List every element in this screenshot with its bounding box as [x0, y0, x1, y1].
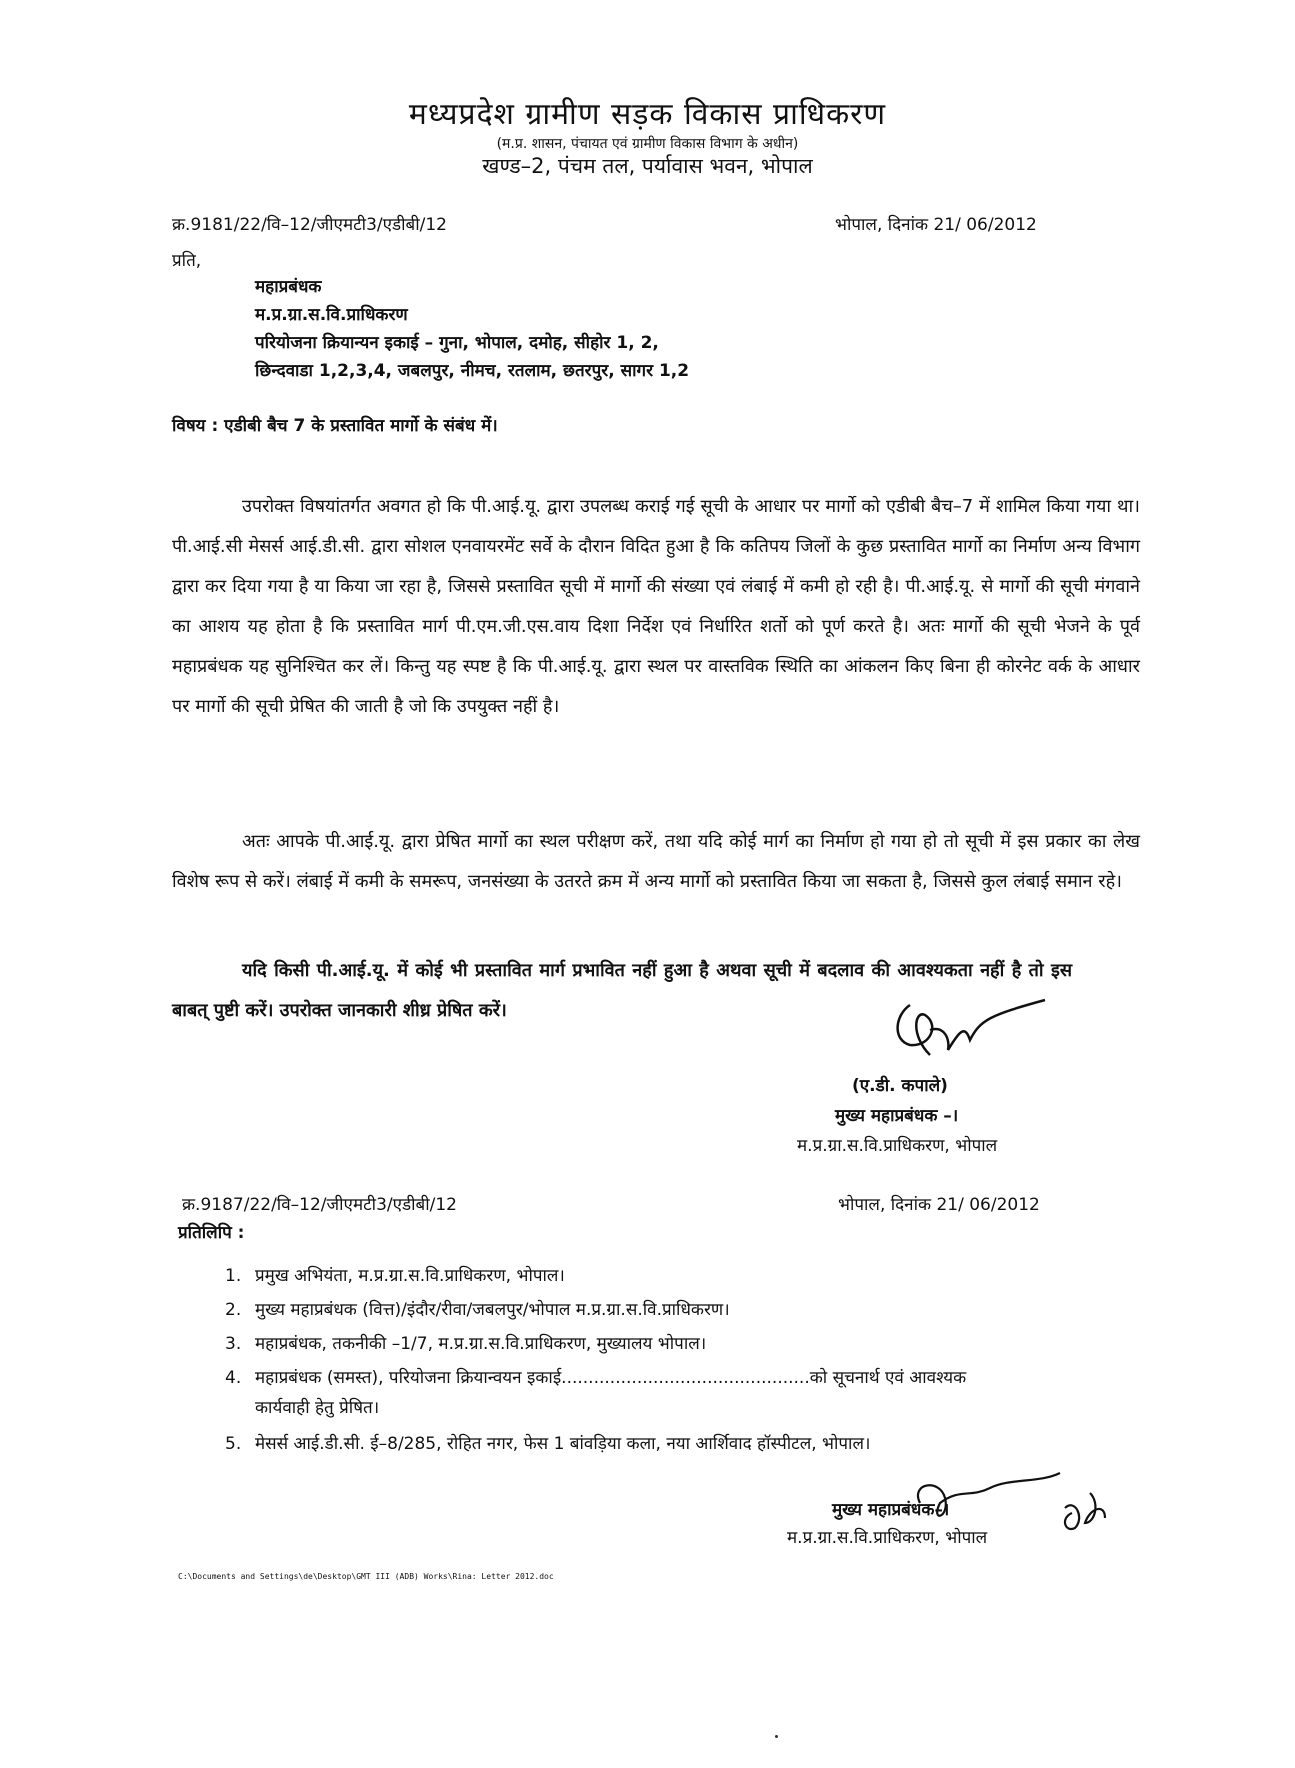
letter1-date: भोपाल, दिनांक 21/ 06/2012: [835, 215, 1037, 235]
file-path-footer: C:\Documents and Settings\de\Desktop\GMT III (ADB) Works\Rina: Letter 2012.doc: [178, 1572, 554, 1581]
cc-item: 1. प्रमुख अभियंता, म.प्र.ग्रा.स.वि.प्राधिकरण, भोपाल।: [225, 1266, 565, 1286]
cc-item: 5. मेसर्स आई.डी.सी. ई–8/285, रोहित नगर, फेस 1 बांवड़िया कला, नया आर्शिवाद हॉस्पीटल, भोपाल।: [225, 1434, 871, 1454]
handwritten-signature: [870, 985, 1050, 1075]
addressee-line: महाप्रबंधक: [255, 277, 322, 297]
subject-line: विषय : एडीबी बैच 7 के प्रस्तावित मार्गो के संबंध में।: [172, 416, 498, 436]
signatory-organization: म.प्र.ग्रा.स.वि.प्राधिकरण, भोपाल: [797, 1136, 998, 1156]
cc-item-continuation: कार्यवाही हेतु प्रेषित।: [255, 1398, 380, 1418]
signatory-name: (ए.डी. कपाले): [852, 1076, 948, 1096]
cc-list: [225, 1262, 966, 1464]
letter2-date: भोपाल, दिनांक 21/ 06/2012: [838, 1195, 1040, 1215]
addressee-line: छिन्दवाडा 1,2,3,4, जबलपुर, नीमच, रतलाम, छतरपुर, सागर 1,2: [255, 361, 690, 381]
letter2-reference-number: क्र.9187/22/वि–12/जीएमटी3/एडीबी/12: [182, 1195, 457, 1215]
body-paragraph-3: यदि किसी पी.आई.यू. में कोई भी प्रस्तावित मार्ग प्रभावित नहीं हुआ है अथवा सूची में बदलाव की आवश्यकता नहीं है तो इस बाबत् पुष्टी करें। उपरोक्त जानकारी शीध्र प्रेषित करें।: [172, 960, 1072, 1021]
org-name: मध्यप्रदेश ग्रामीण सड़क विकास प्राधिकरण: [408, 97, 887, 132]
signatory-title: मुख्य महाप्रबंधक –।: [835, 1106, 959, 1126]
copy-to-label: प्रतिलिपि :: [178, 1223, 245, 1243]
copy-signatory-organization: म.प्र.ग्रा.स.वि.प्राधिकरण, भोपाल: [787, 1528, 988, 1548]
org-subtitle: (म.प्र. शासन, पंचायत एवं ग्रामीण विकास विभाग के अधीन): [496, 136, 799, 152]
addressee-block: [255, 273, 689, 385]
body-paragraph-1: उपरोक्त विषयांतर्गत अवगत हो कि पी.आई.यू. द्वारा उपलब्ध कराई गई सूची के आधार पर मार्गो को एडीबी बैच–7 में शामिल किया गया था। पी.आई.सी मेसर्स आई.डी.सी. द्वारा सोशल एनवायरमेंट सर्वे के दौरान विदित हुआ है कि कतिपय जिलों के कुछ प्रस्तावित मार्गो का निर्माण अन्य विभाग द्वारा कर दिया गया है या किया जा रहा है, जिससे प्रस्तावित सूची में मार्गो की संख्या एवं लंबाई में कमी हो रही है। पी.आई.यू. से मार्गो की सूची मंगवाने का आशय यह होता है कि प्रस्तावित मार्ग पी.एम.जी.एस.वाय दिशा निर्देश एवं निर्धारित शर्तो को पूर्ण करते है। अतः मार्गो की सूची भेजने के पूर्व महाप्रबंधक यह सुनिश्चित कर लें। किन्तु यह स्पष्ट है कि पी.आई.यू. द्वारा स्थल पर वास्तविक स्थिति का आंकलन किए बिना ही कोरनेट वर्क के आधार पर मार्गो की सूची प्रेषित की जाती है जो कि उपयुक्त नहीं है।: [172, 496, 1140, 717]
addressee-line: म.प्र.ग्रा.स.वि.प्राधिकरण: [255, 305, 408, 325]
cc-item: 3. महाप्रबंधक, तकनीकी –1/7, म.प्र.ग्रा.स.वि.प्राधिकरण, मुख्यालय भोपाल।: [225, 1334, 707, 1354]
scan-speck: [775, 1735, 778, 1738]
org-address: खण्ड–2, पंचम तल, पर्यावास भवन, भोपाल: [482, 154, 813, 178]
cc-item: 2. मुख्य महाप्रबंधक (वित्त)/इंदौर/रीवा/जबलपुर/भोपाल म.प्र.ग्रा.स.वि.प्राधिकरण।: [225, 1300, 730, 1320]
cc-item: 4. महाप्रबंधक (समस्त), परियोजना क्रियान्वयन इकाई..............................................को सूचनार्थ एवं आवश्यक: [225, 1368, 967, 1388]
body-paragraph-2: अतः आपके पी.आई.यू. द्वारा प्रेषित मार्गो का स्थल परीक्षण करें, तथा यदि कोई मार्ग का निर्माण हो गया हो तो सूची में इस प्रकार का लेख विशेष रूप से करें। लंबाई में कमी के समरूप, जनसंख्या के उतरते क्रम में अन्य मार्गो को प्रस्तावित किया जा सकता है, जिससे कुल लंबाई समान रहे।: [172, 831, 1140, 892]
letter1-reference-number: क्र.9181/22/वि–12/जीएमटी3/एडीबी/12: [172, 215, 447, 235]
to-label: प्रति,: [172, 251, 202, 271]
addressee-line: परियोजना क्रियान्यन इकाई – गुना, भोपाल, दमोह, सीहोर 1, 2,: [255, 333, 659, 353]
copy-signatory-title: मुख्य महाप्रबंधक–।: [832, 1500, 950, 1520]
